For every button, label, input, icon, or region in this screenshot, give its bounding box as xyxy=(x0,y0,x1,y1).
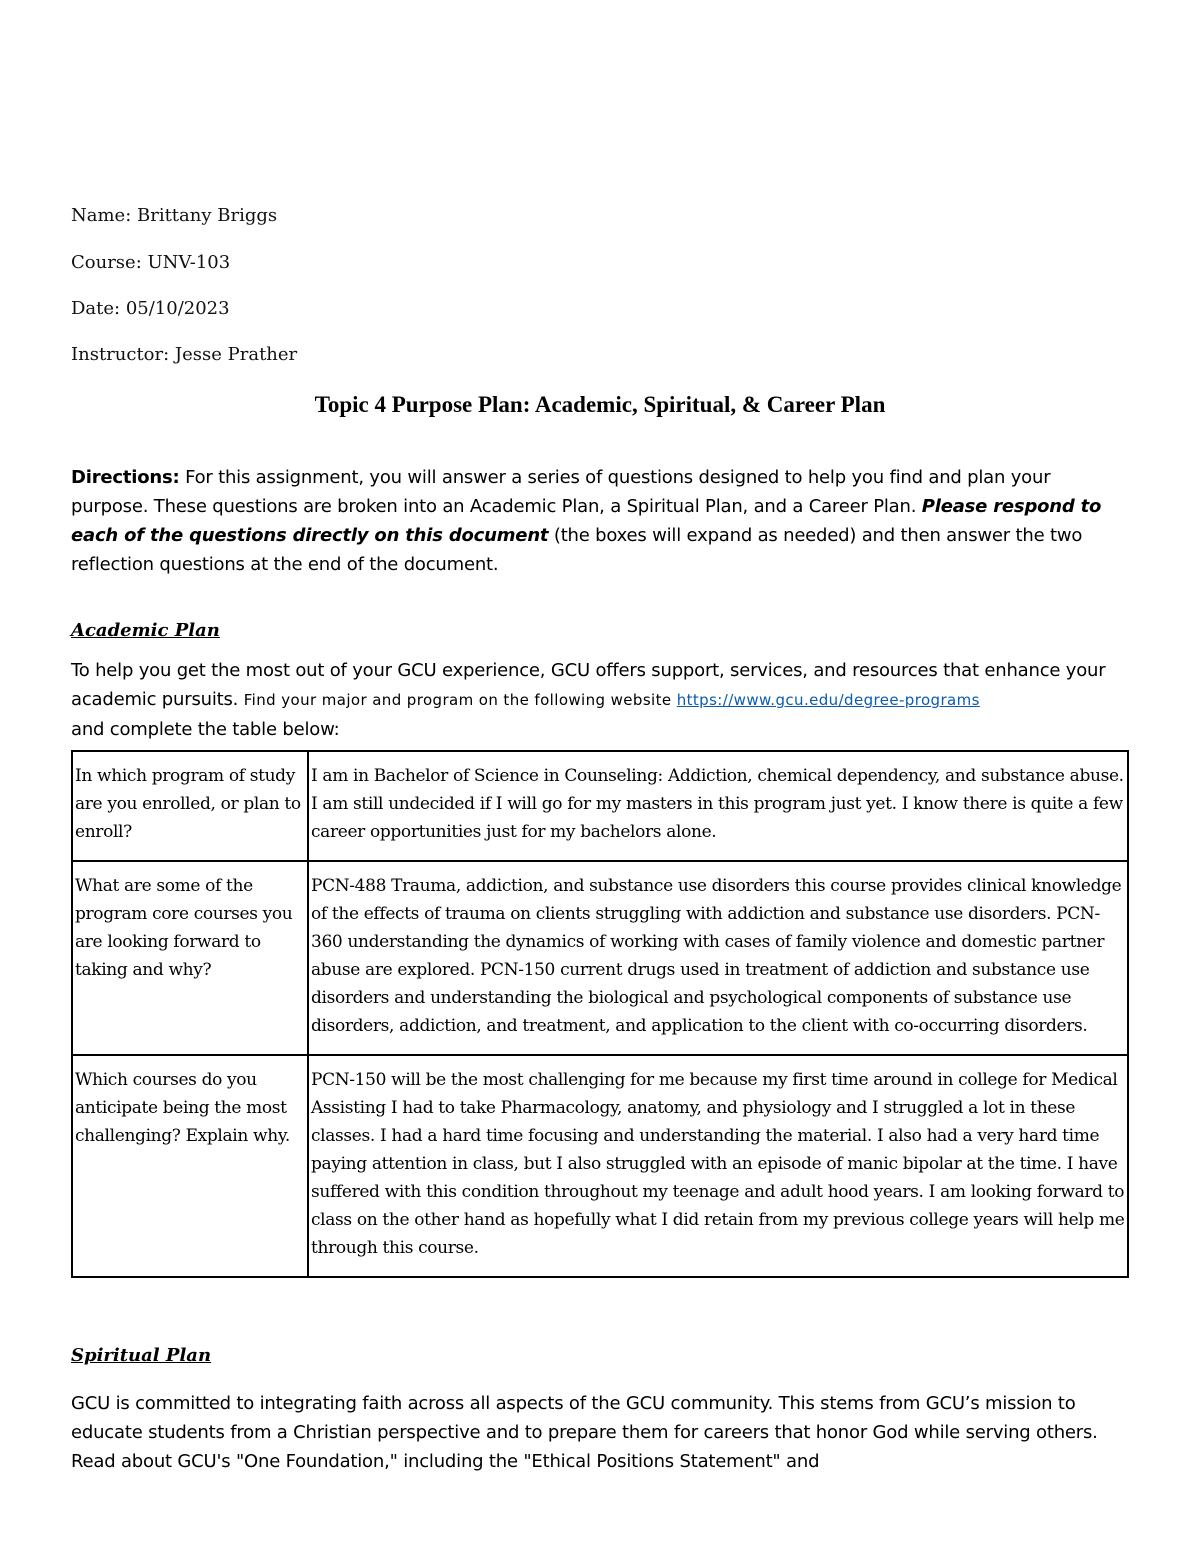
degree-programs-link[interactable]: https://www.gcu.edu/degree-programs xyxy=(676,691,980,709)
document-title: Topic 4 Purpose Plan: Academic, Spiritual, & Career Plan xyxy=(314,392,886,417)
directions-label: Directions: xyxy=(71,467,180,488)
directions-text-1: For this assignment, you will answer a series of questions designed to help you find and plan your purpose. These questions are broken into an Academic Plan, a Spiritual Plan, and a Career Plan. xyxy=(71,467,1051,517)
student-name: Name: Brittany Briggs xyxy=(71,205,278,226)
academic-intro-paragraph xyxy=(71,656,1133,744)
table-row xyxy=(72,861,1128,1055)
directions-emphasis: Please respond to each of the questions directly on this document xyxy=(71,496,1102,546)
spiritual-paragraph: GCU is committed to integrating faith across all aspects of the GCU community. This stems from GCU’s mission to educate students from a Christian perspective and to prepare them for careers that honor God while serving others. Read about GCU's "One Foundation," including the "Ethical Positions Statement" and xyxy=(71,1393,1098,1472)
answer-cell[interactable]: PCN-488 Trauma, addiction, and substance use disorders this course provides clinical knowledge of the effects of trauma on clients struggling with addiction and substance use disorders. PCN-360 understanding the dynamics of working with cases of family violence and domestic partner abuse are explored. PCN-150 current drugs used in treatment of addiction and substance use disorders and understanding the biological and psychological components of substance use disorders, addiction, and treatment, and application to the client with co-occurring disorders. xyxy=(308,861,1128,1055)
academic-plan-table xyxy=(71,750,1129,1278)
academic-plan-heading: Academic Plan xyxy=(71,620,220,641)
directions-paragraph xyxy=(71,463,1133,579)
table-row xyxy=(72,1055,1128,1277)
question-cell: Which courses do you anticipate being the most challenging? Explain why. xyxy=(72,1055,308,1277)
spiritual-plan-heading: Spiritual Plan xyxy=(71,1345,212,1366)
course-code: Course: UNV-103 xyxy=(71,252,231,273)
directions-text-2: (the boxes will expand as needed) and then answer the two reflection questions at the end of the document. xyxy=(71,525,1083,575)
academic-intro-end: and complete the table below: xyxy=(71,719,340,740)
answer-cell[interactable]: PCN-150 will be the most challenging for me because my first time around in college for Medical Assisting I had to take Pharmacology, anatomy, and physiology and I struggled a lot in these classes. I had a hard time focusing and understanding the material. I also had a very hard time paying attention in class, but I also struggled with an episode of manic bipolar at the time. I have suffered with this condition throughout my teenage and adult hood years. I am looking forward to class on the other hand as hopefully what I did retain from my previous college years will help me through this course. xyxy=(308,1055,1128,1277)
instructor-name: Instructor: Jesse Prather xyxy=(71,344,298,365)
submission-date: Date: 05/10/2023 xyxy=(71,298,230,319)
question-cell: In which program of study are you enrolled, or plan to enroll? xyxy=(72,751,308,861)
academic-intro-text: To help you get the most out of your GCU experience, GCU offers support, services, and resources that enhance your academic pursuits. xyxy=(71,660,1106,710)
answer-cell[interactable]: I am in Bachelor of Science in Counseling: Addiction, chemical dependency, and substance abuse. I am still undecided if I will go for my masters in this program just yet. I know there is quite a few career opportunities just for my bachelors alone. xyxy=(308,751,1128,861)
academic-intro-small: Find your major and program on the following website xyxy=(243,691,677,709)
question-cell: What are some of the program core courses you are looking forward to taking and why? xyxy=(72,861,308,1055)
table-row xyxy=(72,751,1128,861)
